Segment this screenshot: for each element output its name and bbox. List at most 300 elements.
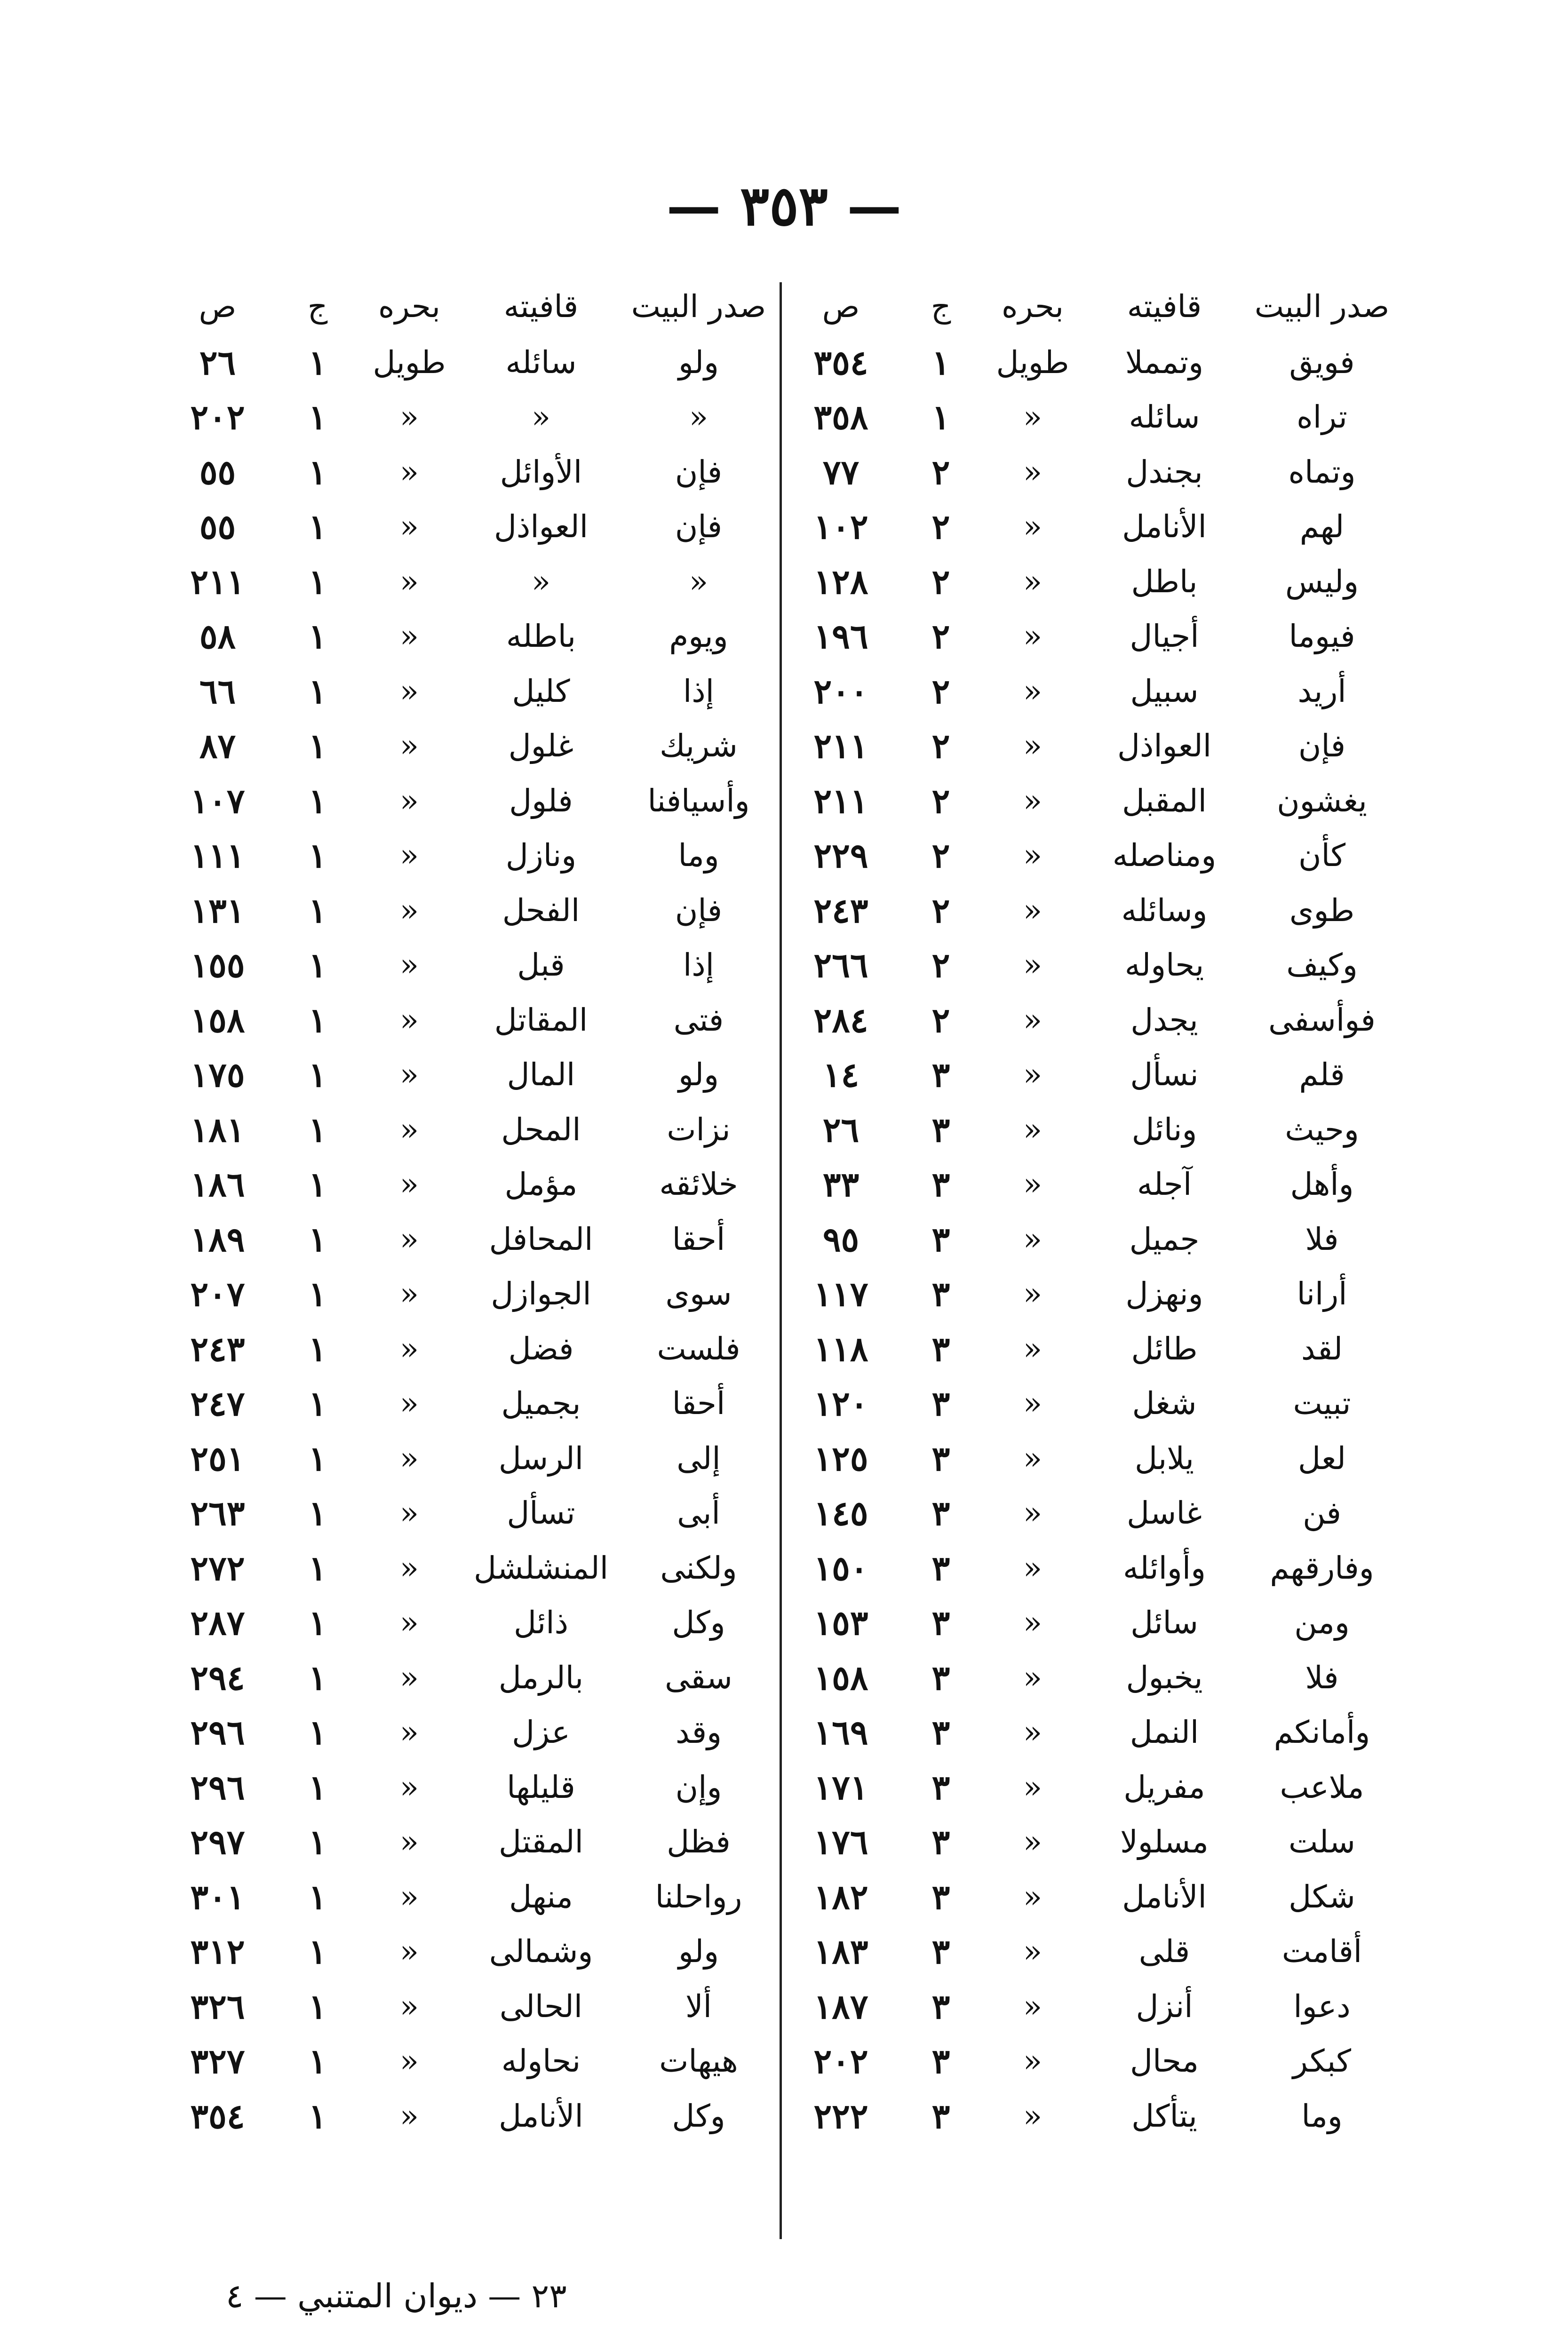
meter: « — [1023, 1495, 1043, 1532]
meter: « — [1023, 399, 1043, 436]
index-row — [779, 1157, 1402, 1212]
volume-number: ٣ — [931, 1767, 950, 1807]
verse-start: فن — [1303, 1495, 1341, 1532]
rhyme-word: وأوائله — [1122, 1549, 1206, 1586]
index-row — [155, 773, 779, 828]
rhyme-word: باطل — [1131, 563, 1198, 600]
meter: « — [1023, 1933, 1043, 1970]
rhyme-word: وشمالى — [489, 1933, 593, 1970]
meter: طويل — [996, 344, 1069, 381]
index-row — [779, 1541, 1402, 1596]
volume-number: ١ — [308, 1767, 327, 1807]
volume-number: ٣ — [931, 1876, 950, 1917]
meter: « — [399, 1878, 419, 1915]
page-number-ref: ٣٠١ — [190, 1876, 245, 1917]
rhyme-word: عزل — [512, 1714, 570, 1751]
page-number-ref: ١١٨ — [813, 1328, 868, 1369]
meter: « — [1023, 1440, 1043, 1477]
page-number-ref: ١٨٣ — [813, 1931, 868, 1972]
index-row — [155, 500, 779, 555]
index-row — [155, 883, 779, 938]
page-number-ref: ٢٩٧ — [190, 1822, 245, 1862]
page-number-ref: ٢١١ — [813, 726, 868, 766]
meter: « — [1023, 892, 1043, 929]
header-bahr: بحره — [378, 288, 440, 325]
rhyme-word: سبيل — [1130, 673, 1199, 709]
verse-start: ولو — [678, 344, 719, 381]
poem-index — [155, 278, 1402, 2244]
volume-number: ٣ — [931, 1164, 950, 1205]
index-row — [779, 719, 1402, 774]
page-number-ref: ٢٢٢ — [813, 2096, 868, 2136]
verse-start: فلا — [1305, 1221, 1339, 1257]
meter: « — [399, 1659, 419, 1696]
verse-start: أبى — [677, 1495, 720, 1532]
index-row — [779, 1596, 1402, 1651]
rhyme-word: ومناصله — [1112, 837, 1217, 874]
verse-start: طوى — [1289, 892, 1355, 929]
rhyme-word: أجيال — [1130, 618, 1199, 655]
rhyme-word: وتمملا — [1125, 344, 1203, 381]
page-number-ref: ١٢٨ — [813, 561, 868, 602]
page-number-ref: ٦٦ — [199, 671, 236, 711]
rhyme-word: ونهزل — [1125, 1276, 1203, 1312]
rhyme-word: شغل — [1132, 1385, 1197, 1422]
volume-number: ٣ — [931, 1603, 950, 1643]
rhyme-word: الرسل — [498, 1440, 584, 1477]
index-row — [155, 664, 779, 719]
verse-start: شريك — [660, 728, 738, 764]
meter: « — [1023, 1988, 1043, 2025]
page-number-ref: ١١١ — [190, 835, 245, 876]
verse-start: أريد — [1297, 673, 1346, 709]
meter: « — [1023, 2043, 1043, 2080]
verse-start: وأسيافنا — [647, 782, 750, 819]
meter: « — [1023, 1001, 1043, 1038]
meter: « — [399, 1111, 419, 1148]
page-number-ref: ١٧١ — [813, 1767, 868, 1807]
volume-number: ٢ — [931, 507, 950, 547]
page-number-ref: ١٥٨ — [190, 1000, 245, 1040]
page-number-ref: ٣٣ — [822, 1164, 860, 1205]
rhyme-word: بالرمل — [498, 1659, 584, 1696]
page-number-ref: ٢٠٧ — [190, 1274, 245, 1314]
verse-start: وكيف — [1286, 947, 1358, 984]
header-qafia: قافيته — [1127, 288, 1202, 325]
index-row — [155, 1048, 779, 1103]
meter: « — [399, 1221, 419, 1257]
rhyme-word: أنزل — [1136, 1988, 1193, 2025]
index-row — [779, 883, 1402, 938]
meter: « — [399, 1495, 419, 1532]
volume-number: ١ — [308, 1548, 327, 1588]
index-row — [779, 993, 1402, 1048]
index-row — [155, 1705, 779, 1760]
index-row — [779, 1650, 1402, 1705]
index-row — [779, 1102, 1402, 1157]
verse-start: أرانا — [1297, 1276, 1347, 1312]
volume-number: ١ — [308, 1712, 327, 1753]
rhyme-word: غاسل — [1127, 1495, 1202, 1532]
volume-number: ٢ — [931, 561, 950, 602]
verse-start: كأن — [1298, 837, 1345, 874]
rhyme-word: يجدل — [1130, 1001, 1198, 1038]
left-header-row — [779, 278, 1402, 335]
verse-start: تراه — [1297, 399, 1347, 436]
rhyme-word: الأوائل — [500, 453, 582, 490]
meter: « — [1023, 947, 1043, 984]
page-number-ref: ١٤٥ — [813, 1493, 868, 1534]
volume-number: ٣ — [931, 1493, 950, 1534]
volume-number: ٢ — [931, 780, 950, 821]
volume-number: ١ — [308, 1876, 327, 1917]
meter: « — [1023, 1659, 1043, 1696]
meter: « — [399, 563, 419, 600]
verse-start: سلت — [1289, 1824, 1355, 1860]
page-number-ref: ٢١١ — [190, 561, 245, 602]
rhyme-word: قلى — [1138, 1933, 1190, 1970]
meter: « — [1023, 509, 1043, 545]
volume-number: ١ — [308, 1822, 327, 1862]
index-row — [155, 1431, 779, 1486]
rhyme-word: الفحل — [502, 892, 580, 929]
rhyme-word: ونائل — [1131, 1111, 1197, 1148]
volume-number: ٢ — [931, 945, 950, 985]
volume-number: ٢ — [931, 835, 950, 876]
meter: « — [1023, 453, 1043, 490]
rhyme-word: جميل — [1129, 1221, 1200, 1257]
meter: « — [399, 892, 419, 929]
index-row — [155, 1376, 779, 1431]
rhyme-word: ونازل — [505, 837, 577, 874]
meter: « — [399, 1769, 419, 1805]
volume-number: ١ — [308, 1383, 327, 1424]
page-number-ref: ٢٩٦ — [190, 1767, 245, 1807]
rhyme-word: النمل — [1130, 1714, 1199, 1751]
volume-number: ١ — [308, 1931, 327, 1972]
page-number-ref: ٥٥ — [199, 507, 236, 547]
volume-number: ١ — [308, 397, 327, 437]
rhyme-word: نسأل — [1130, 1057, 1199, 1093]
index-row — [155, 1760, 779, 1815]
volume-number: ١ — [308, 1986, 327, 2026]
verse-start: ولكنى — [660, 1549, 737, 1586]
index-row — [779, 1924, 1402, 1979]
page-number-ref: ٣٥٤ — [190, 2096, 245, 2136]
index-row — [155, 2034, 779, 2089]
verse-start: وما — [1301, 2098, 1343, 2134]
page-number-ref: ٢٤٣ — [813, 890, 868, 930]
meter: « — [399, 509, 419, 545]
verse-start: فوأسفى — [1268, 1001, 1376, 1038]
page-number-ref: ٢٤٧ — [190, 1383, 245, 1424]
page-number-ref: ٢٧٢ — [190, 1548, 245, 1588]
volume-number: ٢ — [931, 616, 950, 657]
page-number-ref: ٣٥٨ — [813, 397, 868, 437]
verse-start: إلى — [677, 1440, 721, 1477]
meter: « — [1023, 1714, 1043, 1751]
header-juz: ج — [307, 288, 328, 325]
index-row — [155, 1815, 779, 1870]
verse-start: أقامت — [1281, 1933, 1362, 1970]
rhyme-word: الحالى — [499, 1988, 583, 2025]
meter: « — [399, 1001, 419, 1038]
verse-start: وكل — [672, 2098, 725, 2134]
page-number-ref: ١٨٢ — [813, 1876, 868, 1917]
verse-start: تبيت — [1293, 1385, 1351, 1422]
page-number-ref: ٢٥١ — [190, 1438, 245, 1478]
page-number-ref: ٢٦٦ — [813, 945, 868, 985]
rhyme-word: يتأكل — [1131, 2098, 1197, 2134]
index-row — [779, 1376, 1402, 1431]
verse-start: فيوما — [1289, 618, 1355, 655]
verse-start: فإن — [675, 509, 723, 545]
meter: « — [399, 1330, 419, 1367]
index-row — [155, 1869, 779, 1924]
page-number-ref: ٧٧ — [822, 452, 860, 492]
index-row — [779, 2034, 1402, 2089]
header-page: ص — [822, 288, 860, 325]
rhyme-word: مؤمل — [504, 1166, 578, 1203]
index-row — [779, 609, 1402, 664]
rhyme-word: يلابل — [1134, 1440, 1194, 1477]
volume-number: ١ — [308, 2041, 327, 2082]
verse-start: وليس — [1285, 563, 1359, 600]
index-row — [779, 773, 1402, 828]
volume-number: ٢ — [931, 726, 950, 766]
meter: « — [399, 1440, 419, 1477]
index-row — [155, 1212, 779, 1267]
index-row — [779, 390, 1402, 445]
right-index-body — [155, 335, 779, 2144]
volume-number: ٣ — [931, 1274, 950, 1314]
volume-number: ١ — [931, 342, 950, 382]
verse-start: فظل — [667, 1824, 731, 1860]
index-row — [155, 335, 779, 390]
verse-start: ومن — [1294, 1605, 1350, 1641]
meter: « — [1023, 1111, 1043, 1148]
index-row — [779, 554, 1402, 609]
meter: « — [399, 1385, 419, 1422]
volume-number: ٣ — [931, 1712, 950, 1753]
index-row — [779, 500, 1402, 555]
volume-number: ٣ — [931, 1548, 950, 1588]
page-number-ref: ١١٧ — [813, 1274, 868, 1314]
verse-start: رواحلنا — [655, 1878, 742, 1915]
page-number-ref: ١٧٦ — [813, 1822, 868, 1862]
volume-number: ٣ — [931, 1219, 950, 1259]
volume-number: ٣ — [931, 1055, 950, 1095]
right-index-table — [155, 278, 779, 2144]
index-row — [155, 828, 779, 883]
page-number-ref: ٢٩٤ — [190, 1657, 245, 1698]
verse-start: ملاعب — [1280, 1769, 1364, 1805]
rhyme-word: منهل — [509, 1878, 573, 1915]
verse-start: وكل — [672, 1605, 725, 1641]
volume-number: ١ — [308, 561, 327, 602]
verse-start: قلم — [1299, 1057, 1345, 1093]
meter: « — [1023, 837, 1043, 874]
verse-start: إذا — [683, 947, 715, 984]
right-index-column — [155, 278, 779, 2244]
rhyme-word: الأنامل — [1122, 1878, 1207, 1915]
volume-number: ٣ — [931, 1657, 950, 1698]
rhyme-word: مسلولا — [1120, 1824, 1209, 1860]
rhyme-word: نحاوله — [501, 2043, 581, 2080]
index-row — [155, 1979, 779, 2034]
volume-number: ٢ — [931, 671, 950, 711]
page-number-ref: ٢٨٧ — [190, 1603, 245, 1643]
volume-number: ١ — [308, 2096, 327, 2136]
meter: « — [399, 673, 419, 709]
header-page: ص — [199, 288, 237, 325]
verse-start: أحقا — [672, 1221, 725, 1257]
meter: « — [1023, 1824, 1043, 1860]
volume-number: ١ — [308, 342, 327, 382]
rhyme-word: طائل — [1131, 1330, 1198, 1367]
index-row — [779, 1705, 1402, 1760]
volume-number: ٣ — [931, 1328, 950, 1369]
page-number-ref: ١٩٦ — [813, 616, 868, 657]
page-number-ref: ٢٩٦ — [190, 1712, 245, 1753]
meter: « — [399, 2098, 419, 2134]
header-juz: ج — [931, 288, 951, 325]
meter: « — [399, 1933, 419, 1970]
volume-number: ١ — [308, 835, 327, 876]
index-row — [155, 445, 779, 500]
index-row — [155, 2089, 779, 2144]
page-number-ref: ١٥٣ — [813, 1603, 868, 1643]
page-number-ref: ١٠٢ — [813, 507, 868, 547]
verse-start: فلا — [1305, 1659, 1339, 1696]
index-row — [155, 1596, 779, 1651]
rhyme-word: تسأل — [507, 1495, 575, 1532]
meter: « — [1023, 1330, 1043, 1367]
rhyme-word: « — [531, 563, 551, 600]
index-row — [155, 1486, 779, 1541]
volume-number: ٣ — [931, 2096, 950, 2136]
verse-start: « — [689, 399, 708, 436]
meter: « — [1023, 1385, 1043, 1422]
page-number-ref: ٢٢٩ — [813, 835, 868, 876]
page-number-ref: ٢١١ — [813, 780, 868, 821]
index-row — [779, 1760, 1402, 1815]
verse-start: يغشون — [1277, 782, 1367, 819]
meter: « — [399, 837, 419, 874]
verse-start: فلست — [657, 1330, 740, 1367]
index-row — [779, 1979, 1402, 2034]
column-divider — [780, 282, 782, 2239]
verse-start: وتماه — [1288, 453, 1356, 490]
header-sadr: صدر البيت — [1254, 288, 1390, 325]
rhyme-word: العواذل — [1117, 728, 1212, 764]
volume-number: ٢ — [931, 452, 950, 492]
meter: « — [399, 1824, 419, 1860]
verse-start: لهم — [1299, 509, 1345, 545]
verse-start: وأهل — [1290, 1166, 1354, 1203]
meter: « — [399, 782, 419, 819]
meter: طويل — [373, 344, 446, 381]
rhyme-word: يخبول — [1126, 1659, 1203, 1696]
index-row — [779, 445, 1402, 500]
index-row — [155, 390, 779, 445]
verse-start: فإن — [1298, 728, 1346, 764]
meter: « — [399, 1057, 419, 1093]
rhyme-word: محال — [1130, 2043, 1199, 2080]
index-row — [155, 1157, 779, 1212]
rhyme-word: المحافل — [489, 1221, 593, 1257]
volume-number: ١ — [308, 780, 327, 821]
rhyme-word: مفريل — [1123, 1769, 1205, 1805]
verse-start: نزات — [667, 1111, 731, 1148]
rhyme-word: فلول — [509, 782, 573, 819]
rhyme-word: المحل — [501, 1111, 581, 1148]
volume-number: ١ — [308, 1438, 327, 1478]
volume-number: ١ — [308, 1219, 327, 1259]
index-row — [779, 1267, 1402, 1322]
volume-number: ١ — [308, 616, 327, 657]
rhyme-word: العواذل — [493, 509, 589, 545]
index-row — [155, 938, 779, 993]
header-qafia: قافيته — [503, 288, 579, 325]
index-row — [779, 1048, 1402, 1103]
volume-number: ١ — [931, 397, 950, 437]
page-number-ref: ٨٧ — [199, 726, 236, 766]
index-row — [155, 1102, 779, 1157]
index-row — [155, 1650, 779, 1705]
volume-number: ٢ — [931, 1000, 950, 1040]
volume-number: ١ — [308, 507, 327, 547]
meter: « — [1023, 2098, 1043, 2134]
page-number-ref: ١٤ — [822, 1055, 860, 1095]
index-row — [779, 335, 1402, 390]
page-number-ref: ١٧٥ — [190, 1055, 245, 1095]
verse-start: ولو — [678, 1057, 719, 1093]
meter: « — [1023, 618, 1043, 655]
rhyme-word: المقبل — [1122, 782, 1207, 819]
verse-start: فويق — [1289, 344, 1355, 381]
verse-start: أحقا — [672, 1385, 725, 1422]
meter: « — [1023, 1057, 1043, 1093]
page-number-ref: ٢٦ — [822, 1109, 860, 1150]
rhyme-word: قليلها — [507, 1769, 575, 1805]
rhyme-word: المال — [507, 1057, 575, 1093]
index-row — [155, 1321, 779, 1376]
index-row — [779, 1321, 1402, 1376]
volume-number: ١ — [308, 1274, 327, 1314]
verse-start: وما — [678, 837, 719, 874]
page-number-ref: ٣٥٤ — [813, 342, 868, 382]
volume-number: ١ — [308, 945, 327, 985]
meter: « — [1023, 1769, 1043, 1805]
meter: « — [399, 399, 419, 436]
verse-start: سوى — [665, 1276, 732, 1312]
signature-footer: ٢٣ — ديوان المتنبي — ٤ — [226, 2277, 567, 2315]
volume-number: ٣ — [931, 1109, 950, 1150]
meter: « — [1023, 1166, 1043, 1203]
page-number-ref: ٥٥ — [199, 452, 236, 492]
volume-number: ١ — [308, 1109, 327, 1150]
rhyme-word: سائله — [505, 344, 577, 381]
meter: « — [1023, 1549, 1043, 1586]
meter: « — [1023, 1221, 1043, 1257]
meter: « — [399, 453, 419, 490]
volume-number: ١ — [308, 1000, 327, 1040]
index-row — [779, 1486, 1402, 1541]
page-number-ref: ٢٦٣ — [190, 1493, 245, 1534]
verse-start: فتى — [673, 1001, 724, 1038]
index-row — [155, 1541, 779, 1596]
